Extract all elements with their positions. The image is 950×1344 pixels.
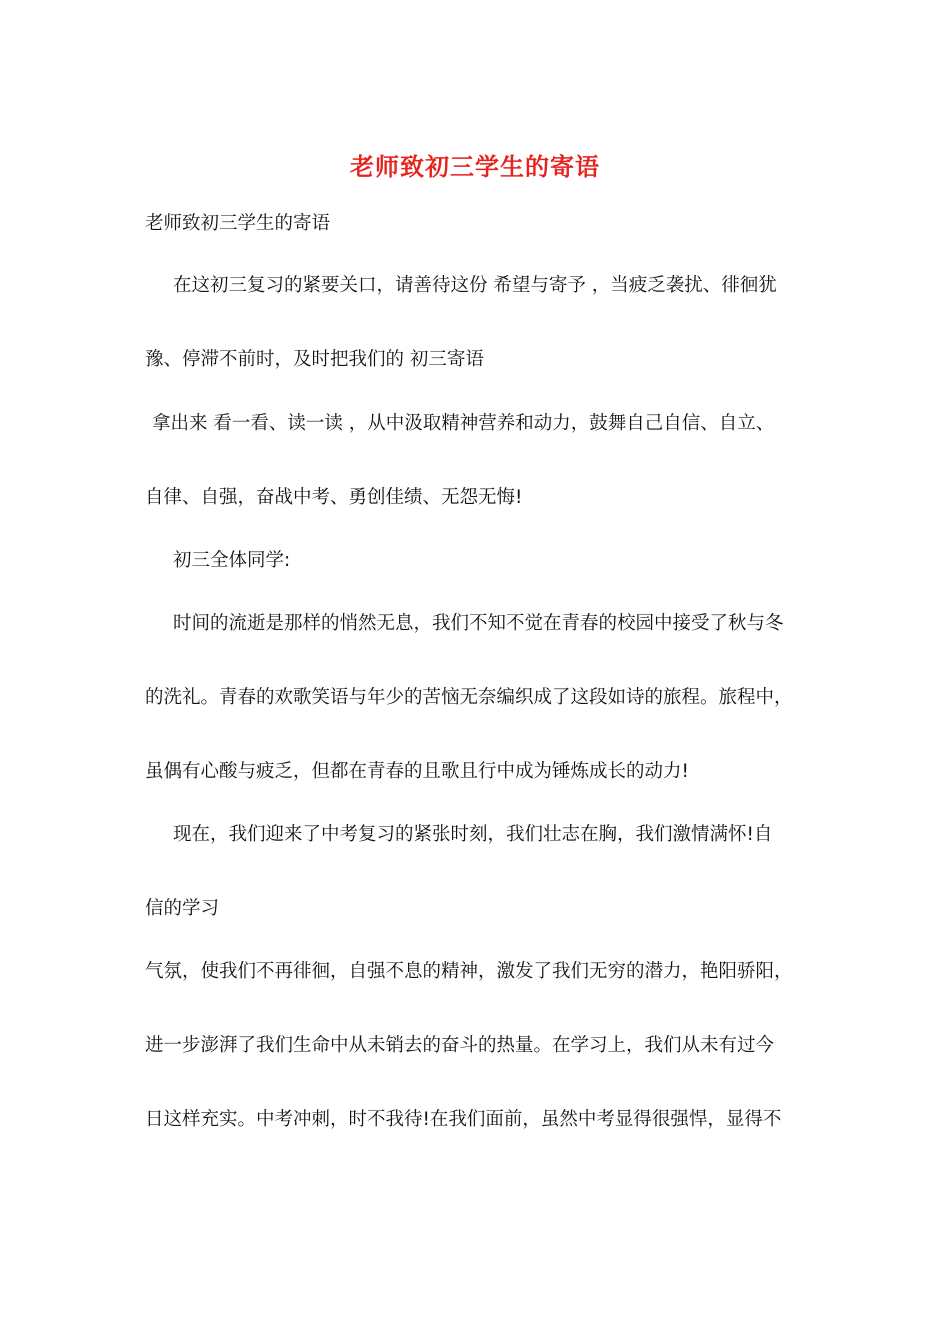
paragraph-line: 信的学习 (145, 898, 220, 919)
document-title: 老师致初三学生的寄语 (350, 153, 600, 181)
salutation-line: 初三全体同学: (173, 550, 291, 571)
paragraph-line: 豫、停滞不前时，及时把我们的 初三寄语 (145, 349, 484, 370)
paragraph-line: 现在，我们迎来了中考复习的紧张时刻，我们壮志在胸，我们激情满怀!自 (173, 824, 773, 845)
paragraph-line: 日这样充实。中考冲刺，时不我待!在我们面前，虽然中考显得很强悍，显得不 (145, 1109, 782, 1130)
paragraph-line: 的洗礼。青春的欢歌笑语与年少的苦恼无奈编织成了这段如诗的旅程。旅程中， (145, 687, 793, 708)
paragraph-line: 自律、自强，奋战中考、勇创佳绩、无怨无悔! (145, 487, 523, 508)
paragraph-line: 虽偶有心酸与疲乏，但都在青春的且歌且行中成为锤炼成长的动力! (145, 761, 689, 782)
paragraph-line: 时间的流逝是那样的悄然无息，我们不知不觉在青春的校园中接受了秋与冬 (173, 613, 784, 634)
paragraph-line: 气氛，使我们不再徘徊，自强不息的精神，激发了我们无穷的潜力，艳阳骄阳， (145, 961, 793, 982)
subtitle-line: 老师致初三学生的寄语 (145, 213, 331, 234)
paragraph-line: 在这初三复习的紧要关口，请善待这份 希望与寄予 ，当疲乏袭扰、徘徊犹 (173, 275, 777, 296)
paragraph-line: 进一步澎湃了我们生命中从未销去的奋斗的热量。在学习上，我们从未有过今 (145, 1035, 775, 1056)
paragraph-line: 拿出来 看一看、读一读 ，从中汲取精神营养和动力，鼓舞自己自信、自立、 (152, 413, 775, 434)
